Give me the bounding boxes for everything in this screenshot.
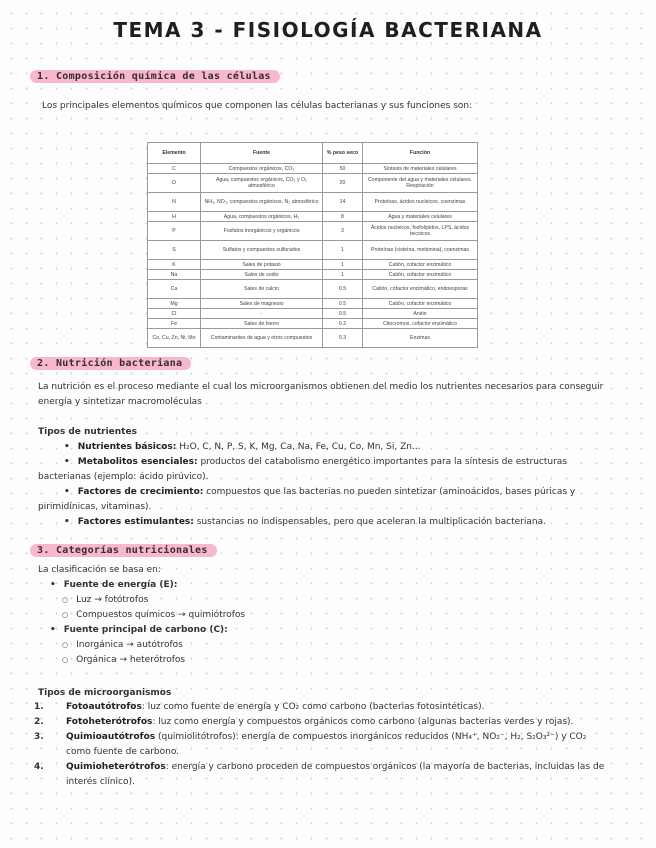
item-term: Factores estimulantes: bbox=[77, 517, 194, 527]
table-row bbox=[148, 280, 478, 299]
table-cell: 0.5 bbox=[323, 280, 363, 299]
criteria-item: • Fuente principal de carbono (C): bbox=[50, 623, 245, 638]
section-2-intro: La nutrición es el proceso mediante el cual los microorganismos obtienen del medio los nutrientes necesarios para conseguir energía y sintetizar macromoléculas bbox=[38, 382, 604, 407]
table-cell: Agua y materiales celulares bbox=[363, 212, 478, 222]
composition-table bbox=[147, 142, 478, 348]
table-cell: Fe bbox=[148, 319, 201, 329]
table-cell: Sales de hierro bbox=[201, 319, 323, 329]
table-cell: NH₃, NO₃, compuestos orgánicos, N₂ atmosférico bbox=[201, 193, 323, 212]
table-cell: 3 bbox=[323, 222, 363, 241]
table-cell: K bbox=[148, 260, 201, 270]
table-cell: 0.5 bbox=[323, 309, 363, 319]
criteria-sub-item: ○ Inorgánica → autótrofos bbox=[50, 638, 245, 653]
table-cell: Cl bbox=[148, 309, 201, 319]
item-term: Fotoheterótrofos bbox=[66, 717, 153, 727]
table-cell: Sales de magnesio bbox=[201, 299, 323, 309]
table-cell: 8 bbox=[323, 212, 363, 222]
table-cell: 0.2 bbox=[323, 319, 363, 329]
table-cell: 1 bbox=[323, 260, 363, 270]
item-desc: : luz como fuente de energía y CO₂ como carbono (bacterias fotosintéticas). bbox=[141, 702, 485, 712]
table-cell: Catión, cofactor enzimático bbox=[363, 299, 478, 309]
table-cell: Fosfatos inorgánicos y orgánicos bbox=[201, 222, 323, 241]
table-row bbox=[148, 260, 478, 270]
table-cell: Sulfatos y compuestos sulfurados bbox=[201, 241, 323, 260]
criteria-item: • Fuente de energía (E): bbox=[50, 578, 245, 593]
table-cell: C bbox=[148, 164, 201, 174]
table-cell: H bbox=[148, 212, 201, 222]
item-desc: compuestos que las bacterias no pueden sintetizar (aminoácidos, bases púricas y pirimidínicas, vitaminas). bbox=[38, 487, 576, 512]
section-2-heading: 2. Nutrición bacteriana bbox=[30, 357, 191, 370]
item-desc: : energía y carbono proceden de compuestos orgánicos (la mayoría de bacterias, incluidas las de interés clínico). bbox=[66, 762, 605, 787]
table-row bbox=[148, 329, 478, 348]
list-item: 1. Fotoautótrofos: luz como fuente de energía y CO₂ como carbono (bacterias fotosintéticas). bbox=[34, 702, 485, 712]
table-cell: Proteínas, ácidos nucleicos, coenzimas bbox=[363, 193, 478, 212]
microorganism-types-list bbox=[34, 700, 610, 790]
microorganism-types-heading: Tipos de microorganismos bbox=[38, 688, 172, 698]
table-row bbox=[148, 309, 478, 319]
table-cell: Compuestos orgánicos, CO₂ bbox=[201, 164, 323, 174]
table-cell: Catión, cofactor enzimático, endoesporas bbox=[363, 280, 478, 299]
section-1-heading: 1. Composición química de las células bbox=[30, 70, 280, 83]
item-desc: : luz como energía y compuestos orgánicos como carbono (algunas bacterias verdes y rojas). bbox=[152, 717, 574, 727]
item-term: Nutrientes básicos: bbox=[77, 442, 177, 452]
table-cell: Anión bbox=[363, 309, 478, 319]
table-cell: P bbox=[148, 222, 201, 241]
table-cell: Contaminantes de agua y otros compuestos bbox=[201, 329, 323, 348]
table-cell: Ca bbox=[148, 280, 201, 299]
item-desc: (quimiolitótrofos): energía de compuestos inorgánicos reducidos (NH₄⁺, NO₂⁻, H₂, S₂O₃²⁻) y CO₂ como fuente de carbono. bbox=[66, 732, 587, 757]
table-row bbox=[148, 299, 478, 309]
criteria-list bbox=[50, 578, 245, 668]
table-cell: 0.3 bbox=[323, 329, 363, 348]
item-term: Quimioautótrofos bbox=[66, 732, 156, 742]
table-cell: Sales de calcio bbox=[201, 280, 323, 299]
table-cell: Proteínas (cisteína, metionina), coenzimas bbox=[363, 241, 478, 260]
nutrient-types-heading: Tipos de nutrientes bbox=[38, 427, 137, 437]
list-item bbox=[38, 440, 618, 455]
table-cell: Agua, compuestos orgánicos, H₂ bbox=[201, 212, 323, 222]
table-cell: Sales de potasio bbox=[201, 260, 323, 270]
column-header: % peso seco bbox=[323, 143, 363, 164]
table-row bbox=[148, 164, 478, 174]
section-3-intro: La clasificación se basa en: bbox=[38, 565, 161, 575]
table-cell: S bbox=[148, 241, 201, 260]
table-row bbox=[148, 193, 478, 212]
item-term: Factores de crecimiento: bbox=[77, 487, 204, 497]
table-row bbox=[148, 319, 478, 329]
item-desc: H₂O, C, N, P, S, K, Mg, Ca, Na, Fe, Cu, Co, Mn, Si, Zn... bbox=[176, 442, 421, 452]
table-cell: Componente del agua y materiales celulares. Respiración bbox=[363, 174, 478, 193]
table-cell: - bbox=[201, 309, 323, 319]
table-cell: N bbox=[148, 193, 201, 212]
criteria-sub-item: ○ Luz → fotótrofos bbox=[50, 593, 245, 608]
table-cell: 1 bbox=[323, 241, 363, 260]
table-cell: Ácidos nucleicos, fosfolípidos, LPS, ácidos teicoicos bbox=[363, 222, 478, 241]
nutrient-list bbox=[38, 440, 618, 530]
table-cell: Agua, compuestos orgánicos, CO₂ y O₂ atmosférico bbox=[201, 174, 323, 193]
table-cell: 20 bbox=[323, 174, 363, 193]
list-item bbox=[38, 455, 618, 485]
item-desc: sustancias no indispensables, pero que aceleran la multiplicación bacteriana. bbox=[193, 517, 546, 527]
table-cell: 14 bbox=[323, 193, 363, 212]
table-cell: 0.5 bbox=[323, 299, 363, 309]
item-desc: productos del catabolismo energético importantes para la síntesis de estructuras bacterianas (ejemplo: ácido pirúvico). bbox=[38, 457, 567, 482]
list-item: 4. Quimioheterótrofos: energía y carbono proceden de compuestos orgánicos (la mayoría de bacterias, incluidas las de interés clínico). bbox=[34, 762, 605, 787]
table-row bbox=[148, 174, 478, 193]
list-item: 3. Quimioautótrofos (quimiolitótrofos): energía de compuestos inorgánicos reducidos (NH₄⁺, NO₂⁻, H₂, S₂O₃²⁻) y CO₂ como fuente de carbono. bbox=[34, 732, 587, 757]
item-term: Quimioheterótrofos bbox=[66, 762, 166, 772]
table-cell: Sales de sodio bbox=[201, 270, 323, 280]
table-row bbox=[148, 270, 478, 280]
item-term: Metabolitos esenciales: bbox=[77, 457, 198, 467]
item-term: Fotoautótrofos bbox=[66, 702, 142, 712]
table-cell: 50 bbox=[323, 164, 363, 174]
list-item bbox=[38, 485, 618, 515]
list-item: 2. Fotoheterótrofos: luz como energía y compuestos orgánicos como carbono (algunas bacterias verdes y rojas). bbox=[34, 717, 574, 727]
page-title: TEMA 3 - FISIOLOGÍA BACTERIANA bbox=[113, 18, 543, 42]
table-cell: Na bbox=[148, 270, 201, 280]
table-cell: Catión, cofactor enzimático bbox=[363, 260, 478, 270]
table-row bbox=[148, 222, 478, 241]
section-3-heading: 3. Categorías nutricionales bbox=[30, 544, 217, 557]
table-row bbox=[148, 212, 478, 222]
section-1-intro: Los principales elementos químicos que componen las células bacterianas y sus funciones son: bbox=[42, 101, 473, 111]
table-row bbox=[148, 241, 478, 260]
table-cell: Co, Cu, Zn, Ni, Mo bbox=[148, 329, 201, 348]
list-item bbox=[38, 515, 618, 530]
table-cell: Mg bbox=[148, 299, 201, 309]
table-header-row bbox=[148, 143, 478, 164]
column-header: Elemento bbox=[148, 143, 201, 164]
table-cell: 1 bbox=[323, 270, 363, 280]
table-cell: Enzimas bbox=[363, 329, 478, 348]
criteria-sub-item: ○ Orgánica → heterótrofos bbox=[50, 653, 245, 668]
table-cell: Síntesis de materiales celulares bbox=[363, 164, 478, 174]
column-header: Función bbox=[363, 143, 478, 164]
table-cell: O bbox=[148, 174, 201, 193]
table-cell: Citocromos, cofactor enzimático bbox=[363, 319, 478, 329]
criteria-sub-item: ○ Compuestos químicos → quimiótrofos bbox=[50, 608, 245, 623]
table-cell: Catión, cofactor enzimático bbox=[363, 270, 478, 280]
column-header: Fuente bbox=[201, 143, 323, 164]
